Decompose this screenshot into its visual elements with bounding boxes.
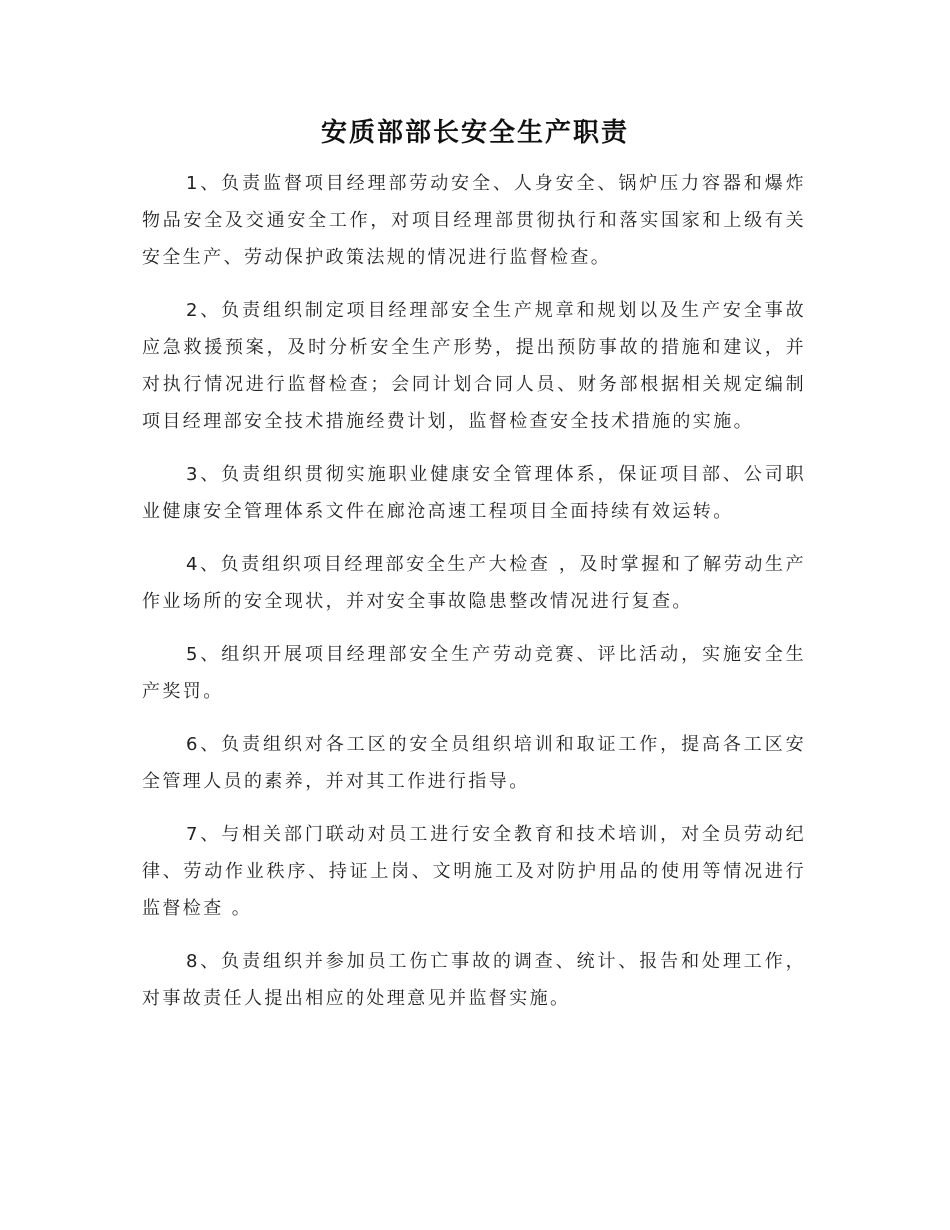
paragraph-4: 4、负责组织项目经理部安全生产大检查 ，及时掌握和了解劳动生产作业场所的安全现状，并对安全事故隐患整改情况进行复查。	[142, 554, 806, 612]
paragraph-1: 1、负责监督项目经理部劳动安全、人身安全、锅炉压力容器和爆炸物品安全及交通安全工作，对项目经理部贯彻执行和落实国家和上级有关安全生产、劳动保护政策法规的情况进行监督检查。	[142, 173, 806, 268]
document-body	[142, 165, 806, 1033]
paragraph-3: 3、负责组织贯彻实施职业健康安全管理体系，保证项目部、公司职业健康安全管理体系文件在廊沧高速工程项目全面持续有效运转。	[142, 464, 806, 522]
paragraph-6: 6、负责组织对各工区的安全员组织培训和取证工作，提高各工区安全管理人员的素养，并对其工作进行指导。	[142, 734, 806, 792]
paragraph-8: 8、负责组织并参加员工伤亡事故的调查、统计、报告和处理工作，对事故责任人提出相应的处理意见并监督实施。	[142, 951, 806, 1009]
paragraph-7: 7、与相关部门联动对员工进行安全教育和技术培训，对全员劳动纪律、劳动作业秩序、持证上岗、文明施工及对防护用品的使用等情况进行监督检查 。	[142, 824, 806, 919]
paragraph-5: 5、组织开展项目经理部安全生产劳动竞赛、评比活动，实施安全生产奖罚。	[142, 644, 806, 702]
document-title: 安质部部长安全生产职责	[320, 118, 629, 148]
paragraph-2: 2、负责组织制定项目经理部安全生产规章和规划以及生产安全事故应急救援预案，及时分析安全生产形势，提出预防事故的措施和建议，并对执行情况进行监督检查；会同计划合同人员、财务部根据相关规定编制项目经理部安全技术措施经费计划，监督检查安全技术措施的实施。	[142, 300, 806, 432]
